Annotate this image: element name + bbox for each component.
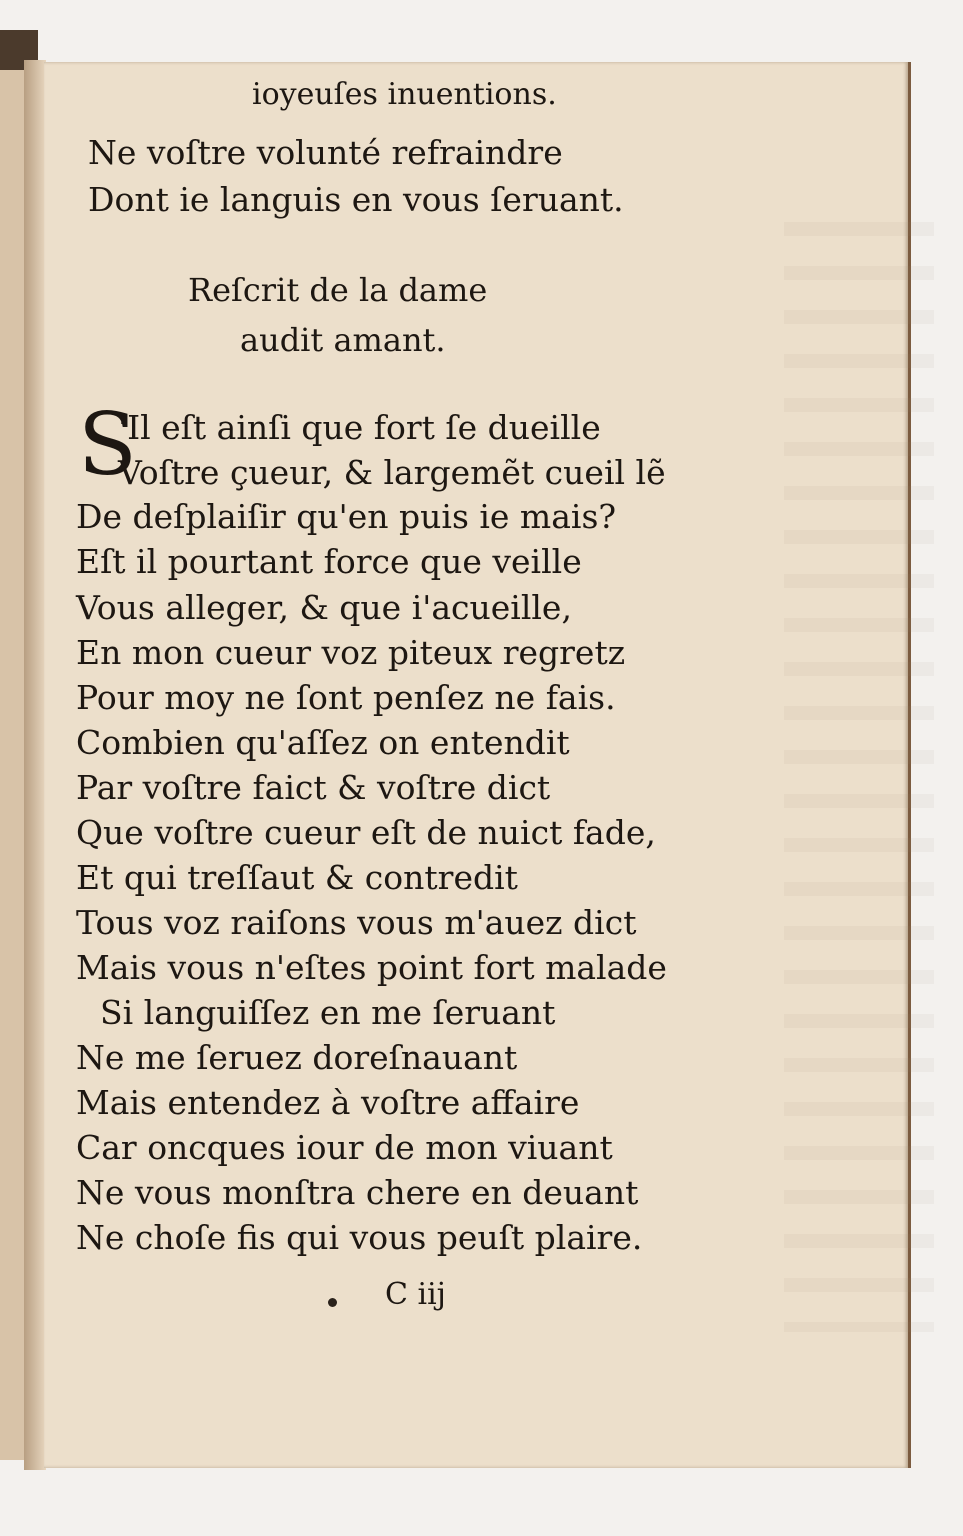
poem-title: audit amant. bbox=[240, 321, 446, 359]
poem-line: Vous alleger, & que i'acueille, bbox=[76, 588, 572, 627]
poem-line: Combien qu'aſſez on entendit bbox=[76, 723, 570, 762]
poem-line: Que voſtre cueur eſt de nuict fade, bbox=[76, 813, 656, 852]
poem-line: 'Il eſt ainſi que fort ſe dueille bbox=[118, 408, 601, 447]
poem-line: Eſt il pourtant force que veille bbox=[76, 542, 582, 581]
poem-line: Ne vous monſtra chere en deuant bbox=[76, 1173, 639, 1212]
facing-page-edge bbox=[0, 70, 26, 1460]
book-gutter bbox=[24, 60, 46, 1470]
poem-line: Tous voz raiſons vous m'auez dict bbox=[76, 903, 637, 942]
poem-line: Ne choſe fis qui vous peuſt plaire. bbox=[76, 1218, 643, 1257]
poem-line: Par voſtre faict & voſtre dict bbox=[76, 768, 551, 807]
poem-title: Reſcrit de la dame bbox=[188, 271, 488, 309]
poem-line: De deſplaiſir qu'en puis ie mais? bbox=[76, 497, 617, 536]
poem-line: Ne me ſeruez doreſnauant bbox=[76, 1038, 518, 1077]
ink-dot bbox=[328, 1298, 337, 1307]
poem-line: Et qui treſſaut & contredit bbox=[76, 858, 518, 897]
poem-line: Mais vous n'eſtes point fort malade bbox=[76, 948, 667, 987]
poem-line: Car oncques iour de mon viuant bbox=[76, 1128, 613, 1167]
opening-line: Ne voſtre volunté refraindre bbox=[88, 133, 563, 172]
signature-mark: C iij bbox=[385, 1277, 446, 1312]
show-through-text bbox=[784, 192, 934, 1332]
poem-line: Pour moy ne ſont penſez ne fais. bbox=[76, 678, 616, 717]
opening-line: Dont ie languis en vous ſeruant. bbox=[88, 180, 624, 219]
running-header: ioyeuſes inuentions. bbox=[252, 77, 557, 112]
drop-cap: S bbox=[78, 395, 137, 495]
poem-line: Mais entendez à voſtre affaire bbox=[76, 1083, 580, 1122]
poem-line: En mon cueur voz piteux regretz bbox=[76, 633, 626, 672]
poem-line: Si languiſſez en me ſeruant bbox=[100, 993, 556, 1032]
poem-line: Voſtre çueur, & largemẽt cueil lẽ bbox=[118, 453, 666, 492]
